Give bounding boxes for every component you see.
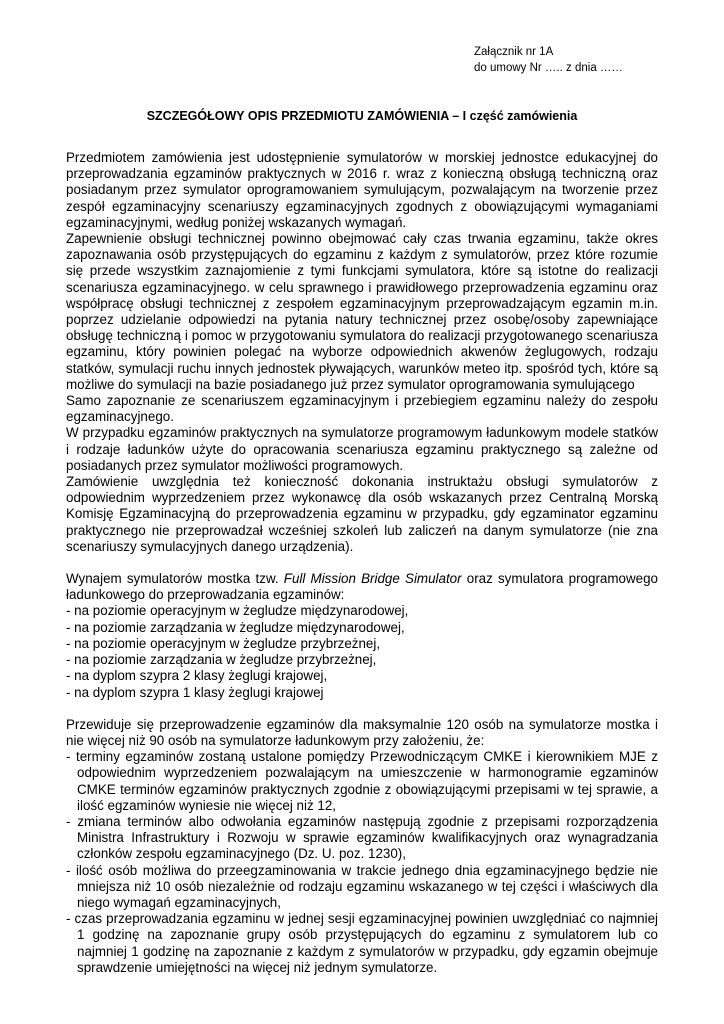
- list-item: - ilość osób możliwa do przeegzaminowania w trakcie jednego dnia egzaminacyjnego będzie nie mniejsza niż 10 osób niezależnie od rodzaju egzaminu wskazanego w tej części i właściwych dla niego wymagań egzaminacyjnych,: [66, 863, 658, 912]
- planning-intro: Przewiduje się przeprowadzenie egzaminów dla maksymalnie 120 osób na symulatorze mostka i nie więcej niż 90 osób na symulatorze ładunkowym przy założeniu, że:: [66, 716, 658, 748]
- document-title: SZCZEGÓŁOWY OPIS PRZEDMIOTU ZAMÓWIENIA – I część zamówienia: [146, 109, 578, 123]
- conditions-list: [66, 749, 658, 976]
- paragraph-instruction: Zamówienie uwzględnia też konieczność dokonania instruktażu obsługi symulatorów z odpowiednim wyprzedzeniem przez wykonawcę dla osób wskazanych przez Centralną Morską Komisję Egzaminacyjną do przeprowadzenia egzaminu w przypadku, gdy egzaminator egzaminu praktycznego nie przeprowadzał wcześniej szkoleń lub zaliczeń na danym symulatorze (nie zna scenariuszy symulacyjnych danego urządzenia).: [66, 474, 658, 554]
- paragraph-technical-support: Zapewnienie obsługi technicznej powinno obejmować cały czas trwania egzaminu, także okres zapoznawania osób przystępujących do egzaminu z każdym z symulatorów, przez które rozumie się przede wszystkim zaznajomienie z tymi funkcjami symulatora, które są istotne do realizacji scenariusza egzaminacyjnego. w celu sprawnego i prawidłowego przeprowadzenia egzaminu oraz współpracę obsługi technicznej z zespołem egzaminacyjnym przeprowadzającym egzamin m.in. poprzez udzielanie odpowiedzi na pytania natury technicznej przez osobę/osoby zapewniające obsługę techniczną i pomoc w przygotowaniu symulatora do realizacji przygotowanego scenariusza egzaminu, który powinien polegać na wyborze odpowiednich akwenów żeglugowych, rodzaju statków, symulacji ruchu innych jednostek pływających, warunków meteo itp. spośród tych, które są możliwe do symulacji na bazie posiadanego już przez symulator oprogramowania symulującego: [66, 231, 658, 392]
- attachment-reference: [474, 44, 623, 76]
- list-item: - na poziomie zarządzania w żegludze przybrzeżnej,: [66, 652, 377, 668]
- document-body: [66, 150, 658, 976]
- exam-levels-list: [66, 603, 658, 700]
- paragraph-scenario-familiarization: Samo zapoznanie ze scenariuszem egzaminacyjnym i przebiegiem egzaminu należy do zespołu egzaminacyjnego.: [66, 393, 658, 425]
- paragraph-cargo-simulator: W przypadku egzaminów praktycznych na symulatorze programowym ładunkowym modele statków i rodzaje ładunków użyte do opracowania scenariusza egzaminu praktycznego są zależne od posiadanych przez symulator możliwości programowych.: [66, 425, 658, 473]
- list-item: - na poziomie operacyjnym w żegludze międzynarodowej,: [66, 603, 409, 619]
- simulator-name: Full Mission Bridge Simulator: [283, 571, 462, 587]
- list-item: - na poziomie operacyjnym w żegludze przybrzeżnej,: [66, 635, 381, 651]
- rental-intro: Wynajem symulatorów mostka tzw. Full Mission Bridge Simulator oraz symulatora programowego ładunkowego do przeprowadzania egzaminów:: [66, 571, 658, 603]
- contract-reference: do umowy Nr ….. z dnia ……: [474, 62, 623, 74]
- list-item: - na poziomie zarządzania w żegludze międzynarodowej,: [66, 619, 405, 635]
- list-item: - czas przeprowadzania egzaminu w jednej sesji egzaminacyjnej powinien uwzględniać co najmniej 1 godzinę na zapoznanie grupy osób przystępujących do egzaminu z symulatorem lub co najmniej 1 godzinę na zapoznanie z każdym z symulatorów w przypadku, gdy egzamin obejmuje sprawdzenie umiejętności na więcej niż jednym symulatorze.: [66, 911, 658, 976]
- paragraph-subject: Przedmiotem zamówienia jest udostępnienie symulatorów w morskiej jednostce edukacyjnej do przeprowadzania egzaminów praktycznych w 2016 r. wraz z konieczną obsługą techniczną oraz posiadanym przez symulator oprogramowaniem symulującym, pozwalającym na tworzenie przez zespół egzaminacyjny scenariuszy egzaminacyjnych zgodnych z obowiązującymi wymaganiami egzaminacyjnymi, według poniżej wskazanych wymagań.: [66, 150, 658, 230]
- list-item: - na dyplom szypra 1 klasy żeglugi krajowej: [66, 684, 324, 700]
- list-item: - terminy egzaminów zostaną ustalone pomiędzy Przewodniczącym CMKE i kierownikiem MJE z odpowiednim wyprzedzeniem pozwalającym na umieszczenie w harmonogramie egzaminów CMKE terminów egzaminów praktycznych zgodnie z obowiązującymi przepisami w tej sprawie, a ilość egzaminów wyniesie nie więcej niż 12,: [66, 749, 658, 814]
- attachment-number: Załącznik nr 1A: [474, 46, 554, 58]
- list-item: - zmiana terminów albo odwołania egzaminów następują zgodnie z przepisami rozporządzenia Ministra Infrastruktury i Rozwoju w sprawie egzaminów kwalifikacyjnych oraz wynagradzania członków zespołu egzaminacyjnego (Dz. U. poz. 1230),: [66, 814, 658, 863]
- list-item: - na dyplom szypra 2 klasy żeglugi krajowej,: [66, 668, 328, 684]
